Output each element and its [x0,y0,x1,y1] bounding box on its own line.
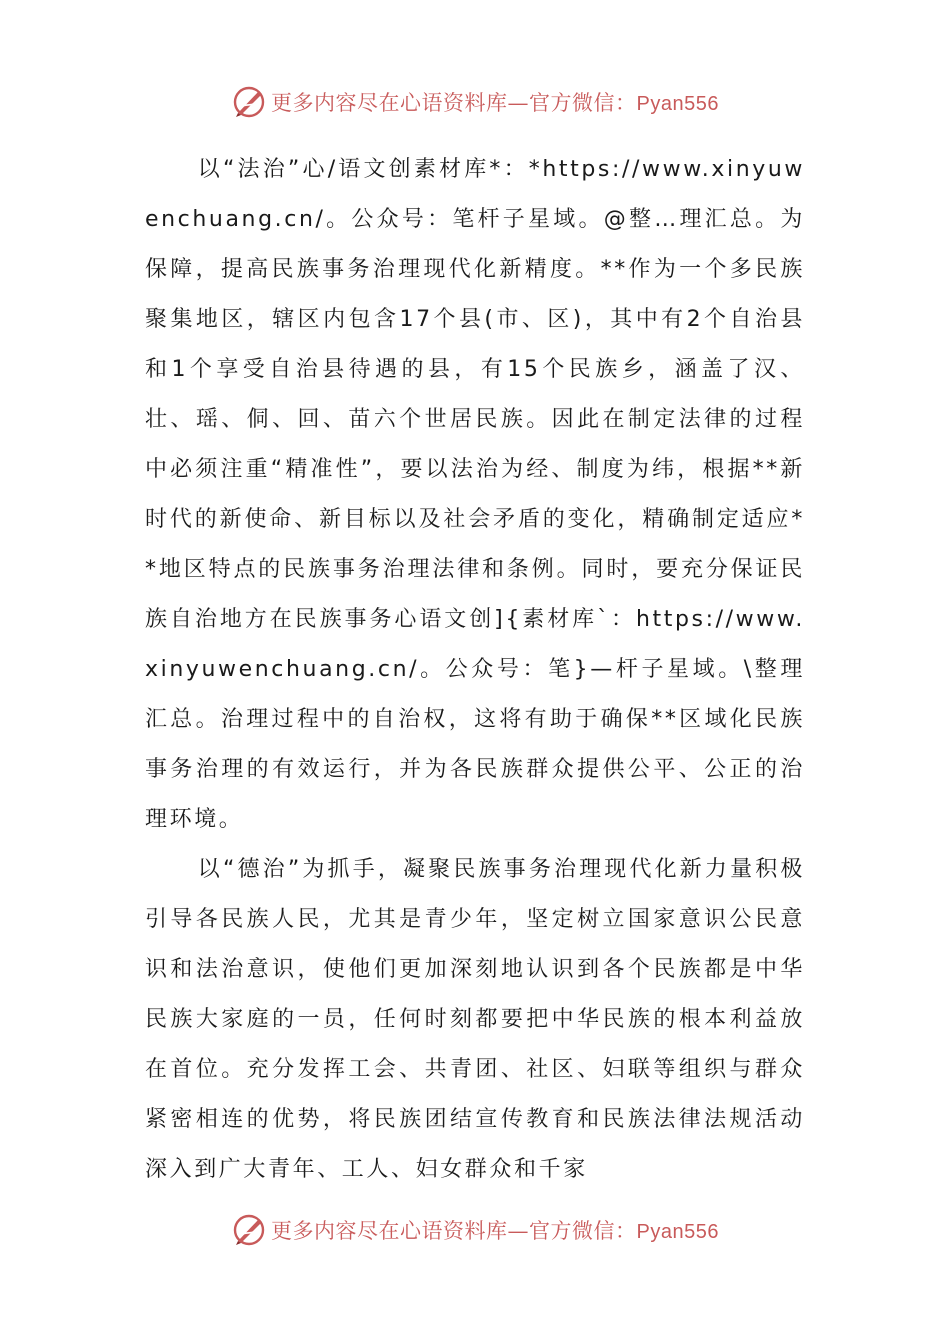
wechat-handle: Pyan556 [636,93,719,115]
watermark-text: 更多内容尽在心语资料库—官方微信：Pyan556 [271,1219,719,1243]
wechat-handle: Pyan556 [636,1221,719,1243]
paragraph-rule-of-virtue: 以“德治”为抓手，凝聚民族事务治理现代化新力量积极引导各民族人民，尤其是青少年，坚定树立国家意识公民意识和法治意识，使他们更加深刻地认识到各个民族都是中华民族大家庭的一员，任何时刻都要把中华民族的根本利益放在首位。充分发挥工会、共青团、社区、妇联等组织与群众紧密相连的优势，将民族团结宣传教育和民族法律法规活动深入到广大青年、工人、妇女群众和千家 [145,857,805,1182]
pen-circle-logo-icon [231,84,267,120]
paragraph-rule-of-law: 以“法治”心/语文创素材库*：*https://www.xinyuwenchuang.cn/。公众号：笔杆子星域。@整…理汇总。为保障，提高民族事务治理现代化新精度。**作为一个多民族聚集地区，辖区内包含17个县(市、区)，其中有2个自治县和1个享受自治县待遇的县，有15个民族乡，涵盖了汉、壮、瑶、侗、回、苗六个世居民族。因此在制定法律的过程中必须注重“精准性”，要以法治为经、制度为纬，根据**新时代的新使命、新目标以及社会矛盾的变化，精确制定适应**地区特点的民族事务治理法律和条例。同时，要充分保证民族自治地方在民族事务心语文创]{素材库`：https://www.xinyuwenchuang.cn/。公众号：笔}—杆子星域。\整理汇总。治理过程中的自治权，这将有助于确保**区域化民族事务治理的有效运行，并为各民族群众提供公平、公正的治理环境。 [145,157,805,832]
header-watermark-banner [0,80,950,124]
document-body [145,145,805,1195]
pen-circle-logo-icon [231,1212,267,1248]
footer-watermark-banner [0,1208,950,1252]
watermark-text: 更多内容尽在心语资料库—官方微信：Pyan556 [271,91,719,115]
